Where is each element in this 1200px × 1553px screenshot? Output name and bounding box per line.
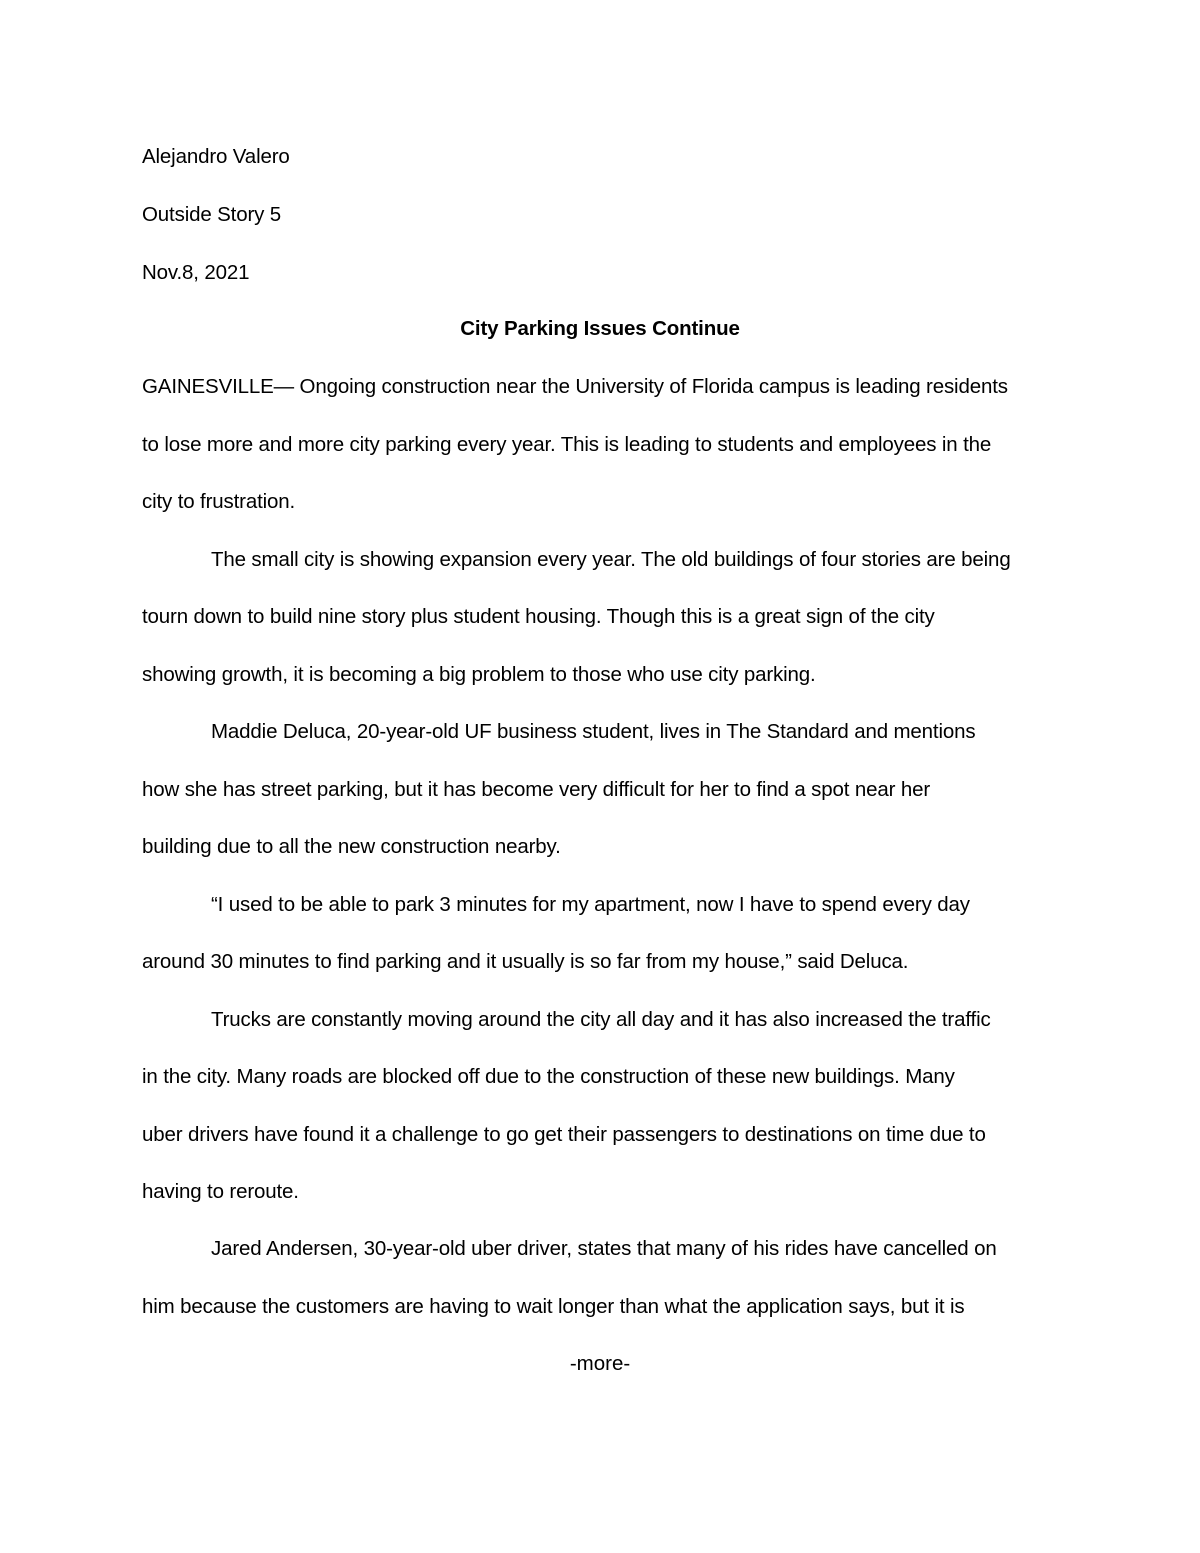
body-line: city to frustration. bbox=[142, 490, 296, 513]
body-line: in the city. Many roads are blocked off due to the construction of these new buildings. Many bbox=[142, 1065, 955, 1088]
paragraph-start: Maddie Deluca, 20-year-old UF business student, lives in The Standard and mentions bbox=[211, 720, 976, 743]
paragraph-start: Jared Andersen, 30-year-old uber driver, states that many of his rides have cancelled on bbox=[211, 1237, 997, 1260]
body-line: having to reroute. bbox=[142, 1180, 299, 1203]
continuation-marker: -more- bbox=[569, 1352, 631, 1375]
paragraph-start: The small city is showing expansion every year. The old buildings of four stories are being bbox=[211, 548, 1011, 571]
paragraph-start: Trucks are constantly moving around the city all day and it has also increased the traffic bbox=[211, 1008, 991, 1031]
paragraph-start: “I used to be able to park 3 minutes for my apartment, now I have to spend every day bbox=[211, 893, 970, 916]
body-line: around 30 minutes to find parking and it usually is so far from my house,” said Deluca. bbox=[142, 950, 909, 973]
body-line: him because the customers are having to wait longer than what the application says, but it is bbox=[142, 1295, 965, 1318]
body-line: building due to all the new construction nearby. bbox=[142, 835, 561, 858]
body-line: how she has street parking, but it has become very difficult for her to find a spot near her bbox=[142, 778, 931, 801]
body-line: to lose more and more city parking every year. This is leading to students and employees in the bbox=[142, 433, 992, 456]
date-line: Nov.8, 2021 bbox=[142, 261, 250, 284]
body-line: tourn down to build nine story plus student housing. Though this is a great sign of the city bbox=[142, 605, 935, 628]
body-line: GAINESVILLE— Ongoing construction near the University of Florida campus is leading residents bbox=[142, 375, 1008, 398]
assignment-label: Outside Story 5 bbox=[142, 203, 282, 226]
article-title: City Parking Issues Continue bbox=[460, 317, 740, 340]
body-line: showing growth, it is becoming a big problem to those who use city parking. bbox=[142, 663, 816, 686]
author-name: Alejandro Valero bbox=[142, 145, 290, 168]
body-line: uber drivers have found it a challenge to go get their passengers to destinations on time due to bbox=[142, 1123, 986, 1146]
